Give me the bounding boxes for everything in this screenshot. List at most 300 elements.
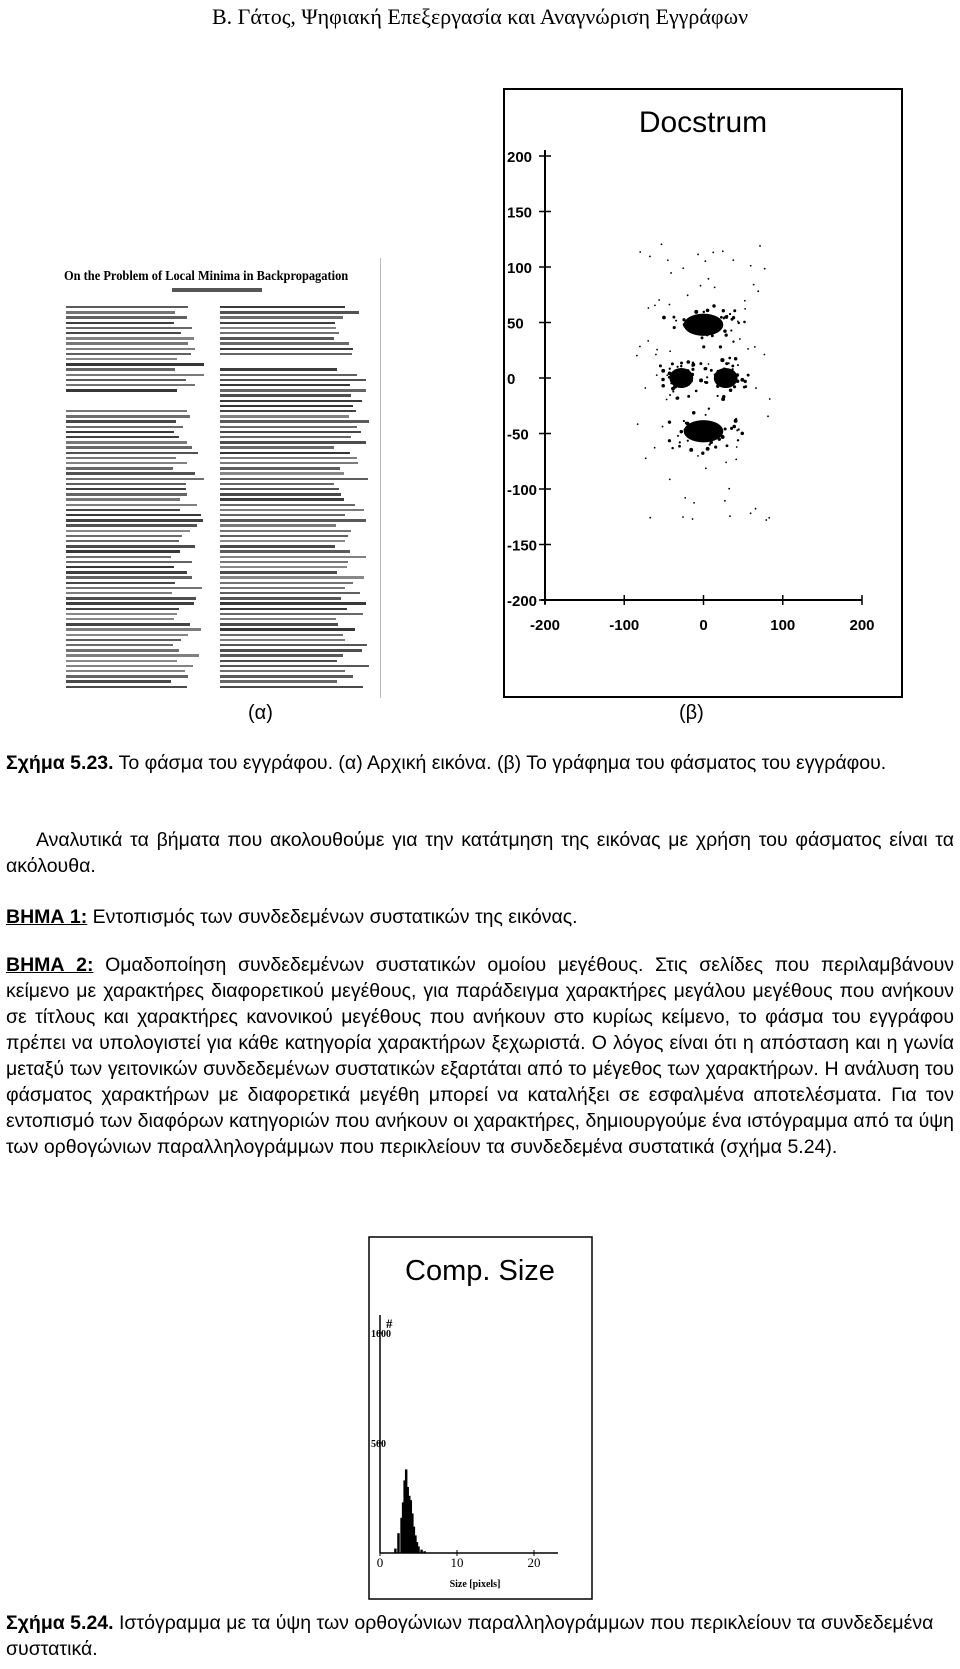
docstrum-point — [726, 315, 728, 317]
subfigure-label-b: (β) — [679, 702, 704, 724]
scan-line — [66, 613, 177, 615]
docstrum-point — [739, 338, 741, 340]
scan-line — [66, 483, 186, 485]
scan-byline — [172, 288, 262, 292]
histogram-bar — [417, 1546, 419, 1553]
docstrum-point — [701, 452, 704, 455]
docstrum-point — [733, 309, 736, 312]
docstrum-point — [649, 517, 651, 519]
docstrum-point — [738, 428, 740, 430]
scan-line — [220, 342, 349, 344]
docstrum-point — [722, 372, 725, 375]
scan-line — [66, 597, 196, 599]
scan-line — [66, 493, 187, 495]
scan-line — [220, 623, 338, 625]
docstrum-point — [728, 379, 731, 382]
docstrum-point — [686, 360, 690, 364]
docstrum-point — [722, 250, 724, 252]
docstrum-point — [668, 439, 671, 442]
docstrum-point — [668, 376, 671, 379]
docstrum-point — [695, 390, 698, 393]
docstrum-point — [733, 385, 736, 388]
docstrum-point — [677, 435, 679, 437]
scan-line — [66, 358, 177, 360]
docstrum-point — [767, 415, 769, 417]
docstrum-point — [734, 357, 738, 361]
scan-line — [66, 457, 176, 459]
docstrum-point — [680, 365, 682, 367]
docstrum-point — [691, 373, 695, 377]
docstrum-point — [691, 365, 693, 367]
scan-line — [66, 608, 179, 610]
x-tick-label: 200 — [849, 617, 875, 634]
docstrum-point — [669, 478, 671, 480]
docstrum-point — [683, 323, 686, 326]
scan-line — [66, 686, 187, 688]
scan-line — [220, 618, 336, 620]
docstrum-point — [721, 358, 725, 362]
docstrum-point — [683, 371, 686, 374]
scan-line — [220, 545, 335, 547]
docstrum-point — [685, 422, 687, 424]
y-tick-label: 100 — [507, 260, 533, 277]
scan-line — [66, 530, 190, 532]
intro-paragraph: Αναλυτικά τα βήματα που ακολουθούμε για την κατάτμηση της εικόνας με χρήση του φάσματος είναι τα ακόλουθα. — [6, 829, 954, 877]
docstrum-point — [731, 364, 734, 367]
scan-line — [220, 306, 345, 308]
docstrum-point — [726, 444, 729, 447]
docstrum-point — [706, 430, 708, 432]
scan-line — [66, 311, 175, 313]
scan-line — [220, 670, 345, 672]
scan-line — [220, 649, 362, 651]
scan-line — [220, 665, 369, 667]
docstrum-point — [724, 500, 726, 502]
docstrum-point — [714, 446, 717, 449]
docstrum-point — [702, 429, 705, 432]
y-tick-label: 50 — [507, 315, 524, 333]
docstrum-point — [661, 384, 665, 388]
scan-line — [220, 634, 343, 636]
docstrum-point — [706, 309, 710, 313]
histogram-bar — [394, 1549, 396, 1553]
scan-line — [66, 587, 202, 589]
docstrum-point — [740, 378, 744, 382]
docstrum-point — [669, 368, 671, 370]
docstrum-point — [719, 345, 722, 348]
scan-line — [66, 634, 188, 636]
scan-line — [66, 368, 175, 370]
docstrum-point — [687, 440, 689, 442]
docstrum-point — [682, 267, 684, 269]
y-tick-label: 500 — [371, 1439, 386, 1450]
scan-line — [220, 410, 356, 412]
docstrum-point — [661, 243, 663, 245]
x-tick-label: 20 — [527, 1555, 541, 1570]
scan-line — [220, 368, 337, 370]
scan-line — [220, 550, 350, 552]
docstrum-point — [722, 382, 725, 385]
scan-line — [220, 415, 349, 417]
docstrum-point — [704, 367, 707, 370]
docstrum-point — [753, 284, 755, 286]
scan-line — [66, 462, 187, 464]
docstrum-point — [644, 387, 646, 389]
scan-line — [66, 337, 194, 339]
docstrum-point — [731, 371, 733, 373]
docstrum-point — [687, 395, 690, 398]
docstrum-point — [708, 407, 710, 409]
docstrum-point — [662, 426, 664, 428]
docstrum-point — [696, 317, 698, 319]
docstrum-point — [678, 445, 681, 448]
caption-text: Ιστόγραμμα με τα ύψη των ορθογώνιων παραλληλογράμμων που περικλείουν τα συνδεδεμένα συστατικά. — [6, 1612, 934, 1660]
docstrum-point — [730, 329, 732, 331]
subfigure-label-a: (α) — [248, 702, 273, 724]
scan-line — [66, 389, 177, 391]
step-1-text: Εντοπισμός των συνδεδεμένων συστατικών της εικόνας. — [87, 906, 578, 928]
scan-line — [66, 436, 179, 438]
docstrum-point — [667, 259, 669, 261]
docstrum-point — [757, 290, 759, 292]
scan-line — [66, 410, 187, 412]
docstrum-point — [706, 334, 709, 337]
docstrum-point — [729, 383, 732, 386]
scan-line — [66, 623, 190, 625]
docstrum-point — [747, 374, 750, 377]
scan-line — [220, 613, 363, 615]
step-2 — [6, 952, 954, 1160]
histogram-ylabel: # — [386, 1316, 393, 1331]
scan-line — [220, 426, 357, 428]
docstrum-point — [701, 336, 704, 339]
step-2-text: Ομαδοποίηση συνδεδεμένων συστατικών ομοίου μεγέθους. Στις σελίδες που περιλαμβάνουν κείμενο με χαρακτήρες διαφορετικού μεγέθους, για παράδειγμα χαρακτήρες μεγάλου μεγέθους που ανήκουν σε τίτλους και χαρακτήρες κανονικού μεγέθους που ανήκουν στο κυρίως κείμενο, το φάσμα του εγγράφου πρέπει να υπολογιστεί για κάθε κατηγορία χαρακτήρων ξεχωριστά. Ο λόγος είναι ότι η απόσταση και η γωνία μεταξύ των γειτονικών συνδεδεμένων συστατικών εξαρτάται από το μέγεθος των χαρακτήρων. Η ανάλυση του φάσματος χαρακτήρων με διαφορετικά μεγέθη μπορεί να καταλήξει σε εσφαλμένα αποτελέσματα. Για τον εντοπισμό των διαφόρων κατηγοριών που ανήκουν οι χαρακτήρες, δημιουργούμε ένα ιστόγραμμα από τα ύψη των ορθογώνιων παραλληλογράμμων που περικλείουν τα συνδεδεμένα συστατικά (σχήμα 5.24). — [6, 954, 954, 1158]
component-size-histogram — [368, 1236, 593, 1600]
docstrum-point — [671, 447, 673, 449]
scan-line — [66, 561, 192, 563]
docstrum-point — [698, 320, 701, 323]
scan-line — [220, 394, 351, 396]
docstrum-point — [723, 317, 725, 319]
scan-line — [66, 384, 195, 386]
scan-line — [66, 441, 187, 443]
docstrum-point — [706, 376, 708, 378]
scan-line — [220, 530, 351, 532]
docstrum-point — [666, 399, 668, 401]
docstrum-point — [692, 422, 695, 425]
scanned-document-image — [62, 258, 381, 698]
scan-line — [66, 675, 188, 677]
plot-border — [504, 89, 902, 697]
docstrum-point — [765, 519, 767, 521]
docstrum-point — [732, 340, 734, 342]
y-tick-label: 200 — [507, 149, 533, 166]
scan-line — [66, 342, 188, 344]
docstrum-point — [743, 386, 746, 389]
docstrum-point — [639, 346, 641, 348]
scan-line — [66, 654, 199, 656]
docstrum-point — [732, 425, 736, 429]
docstrum-point — [709, 440, 713, 444]
docstrum-point — [755, 508, 757, 510]
docstrum-point — [721, 397, 725, 401]
docstrum-point — [714, 286, 716, 288]
scan-line — [220, 441, 366, 443]
docstrum-point — [661, 378, 665, 382]
y-tick-label: -100 — [507, 482, 538, 499]
docstrum-point — [656, 374, 658, 376]
scan-line — [220, 556, 366, 558]
docstrum-point — [717, 395, 719, 397]
docstrum-point — [668, 371, 672, 375]
scan-line — [220, 680, 337, 682]
docstrum-point — [661, 369, 665, 373]
scan-line — [66, 353, 191, 355]
docstrum-point — [732, 259, 734, 261]
docstrum-point — [728, 362, 730, 364]
docstrum-point — [708, 363, 710, 365]
docstrum-plot — [503, 88, 903, 698]
x-tick-label: 10 — [450, 1555, 464, 1570]
docstrum-title: Docstrum — [638, 106, 768, 139]
scan-line — [66, 680, 171, 682]
scan-line — [220, 353, 352, 355]
docstrum-point — [669, 304, 671, 306]
scan-line — [66, 488, 186, 490]
docstrum-point — [686, 369, 690, 373]
scan-line — [66, 550, 180, 552]
scan-line — [66, 327, 192, 329]
scan-line — [66, 576, 192, 578]
docstrum-point — [687, 328, 690, 331]
scan-line — [66, 660, 177, 662]
scan-line — [66, 566, 174, 568]
docstrum-point — [722, 367, 726, 371]
docstrum-point — [670, 382, 672, 384]
scan-line — [66, 472, 195, 474]
docstrum-point — [679, 441, 681, 443]
scan-line — [66, 670, 185, 672]
docstrum-point — [683, 381, 685, 383]
docstrum-point — [735, 418, 737, 420]
docstrum-point — [675, 379, 679, 383]
docstrum-point — [740, 432, 744, 436]
docstrum-point — [666, 374, 668, 376]
docstrum-point — [721, 435, 725, 439]
docstrum-point — [750, 512, 752, 514]
docstrum-point — [649, 256, 651, 258]
docstrum-point — [694, 310, 698, 314]
docstrum-point — [755, 387, 757, 389]
docstrum-point — [673, 383, 675, 385]
docstrum-point — [690, 380, 693, 383]
docstrum-point — [728, 488, 730, 490]
scan-line — [220, 509, 364, 511]
scan-line — [220, 467, 340, 469]
scan-line — [66, 415, 190, 417]
docstrum-point — [725, 333, 728, 336]
running-header: Β. Γάτος, Ψηφιακή Επεξεργασία και Αναγνώριση Εγγράφων — [211, 4, 749, 29]
scan-line — [66, 582, 175, 584]
docstrum-point — [680, 430, 684, 434]
docstrum-point — [658, 299, 660, 301]
docstrum-point — [645, 457, 647, 459]
docstrum-point — [656, 349, 658, 351]
docstrum-point — [712, 252, 714, 254]
docstrum-point — [697, 421, 701, 425]
docstrum-point — [750, 265, 752, 267]
docstrum-point — [699, 378, 703, 382]
docstrum-point — [743, 321, 746, 324]
docstrum-point — [688, 323, 691, 326]
scan-line — [66, 592, 172, 594]
docstrum-point — [700, 285, 702, 287]
docstrum-point — [728, 357, 731, 360]
docstrum-point — [662, 316, 666, 320]
scan-line — [220, 436, 351, 438]
docstrum-point — [705, 381, 707, 383]
scan-line — [66, 524, 197, 526]
docstrum-point — [699, 332, 701, 334]
docstrum-point — [639, 251, 641, 253]
scan-line — [66, 316, 187, 318]
scan-line — [220, 431, 361, 433]
scan-line — [66, 431, 174, 433]
docstrum-point — [676, 366, 678, 368]
scan-line — [220, 644, 367, 646]
docstrum-point — [669, 350, 671, 352]
docstrum-point — [717, 370, 720, 373]
docstrum-point — [669, 394, 671, 396]
scan-line — [66, 322, 174, 324]
docstrum-point — [737, 321, 739, 323]
docstrum-point — [654, 447, 656, 449]
docstrum-point — [671, 387, 675, 391]
docstrum-point — [692, 411, 696, 415]
scan-line — [66, 498, 180, 500]
docstrum-point — [759, 245, 761, 247]
scan-line — [66, 649, 179, 651]
scan-line — [220, 592, 360, 594]
docstrum-point — [729, 515, 731, 517]
scan-line — [220, 337, 334, 339]
scan-line — [220, 446, 334, 448]
scan-line — [220, 686, 363, 688]
docstrum-point — [672, 390, 674, 392]
docstrum-point — [724, 428, 727, 431]
docstrum-point — [720, 316, 723, 319]
caption-text: Το φάσμα του εγγράφου. (α) Αρχική εικόνα. (β) Το γράφημα του φάσματος του εγγράφου. — [113, 752, 887, 774]
docstrum-point — [708, 278, 710, 280]
histogram-title: Comp. Size — [405, 1255, 555, 1287]
docstrum-point — [697, 455, 699, 457]
docstrum-point — [736, 373, 740, 377]
x-tick-label: 0 — [699, 617, 708, 634]
scan-line — [66, 540, 179, 542]
docstrum-point — [680, 361, 683, 364]
docstrum-point — [718, 438, 721, 441]
scan-line — [220, 576, 364, 578]
docstrum-point — [692, 518, 694, 520]
scan-line — [220, 488, 339, 490]
docstrum-point — [647, 340, 649, 342]
scan-line — [66, 665, 193, 667]
scan-line — [66, 545, 195, 547]
y-tick-label: -200 — [507, 593, 538, 610]
docstrum-point — [768, 517, 770, 519]
docstrum-point — [702, 323, 706, 327]
docstrum-point — [704, 260, 706, 262]
docstrum-point — [722, 309, 725, 312]
scan-line — [66, 478, 204, 480]
docstrum-point — [736, 446, 738, 448]
docstrum-point — [689, 448, 693, 452]
docstrum-point — [747, 348, 749, 350]
docstrum-point — [684, 497, 686, 499]
scan-line — [66, 571, 187, 573]
scan-line — [220, 493, 341, 495]
docstrum-point — [637, 423, 639, 425]
x-tick-label: -100 — [609, 617, 640, 634]
scan-line — [66, 374, 204, 376]
docstrum-point — [725, 461, 727, 463]
scan-line — [66, 509, 180, 511]
scan-line — [66, 556, 171, 558]
histogram-bar — [420, 1550, 422, 1553]
scan-line — [220, 514, 345, 516]
docstrum-point — [702, 345, 705, 348]
scan-line — [220, 420, 369, 422]
docstrum-point — [723, 374, 726, 377]
scan-line — [220, 566, 347, 568]
docstrum-point — [729, 313, 731, 315]
docstrum-point — [691, 321, 695, 325]
docstrum-point — [711, 334, 714, 337]
scan-line — [220, 327, 336, 329]
y-tick-label: -150 — [507, 537, 538, 555]
scan-line — [220, 524, 336, 526]
step-1-label: ΒΗΜΑ 1: — [6, 906, 88, 928]
scan-line — [220, 389, 366, 391]
figure-caption-5-23 — [6, 750, 954, 776]
scan-line — [220, 561, 348, 563]
docstrum-point — [705, 414, 707, 416]
docstrum-point — [675, 320, 677, 322]
y-tick-label: 150 — [507, 204, 533, 222]
docstrum-point — [682, 516, 684, 518]
docstrum-point — [736, 379, 740, 383]
scan-line — [220, 519, 366, 521]
x-tick-label: 100 — [770, 617, 796, 634]
x-tick-label: 0 — [376, 1555, 384, 1570]
docstrum-point — [672, 316, 675, 319]
scan-line — [220, 457, 357, 459]
docstrum-point — [699, 362, 702, 365]
docstrum-point — [706, 447, 710, 451]
docstrum-point — [712, 304, 715, 307]
docstrum-point — [716, 385, 719, 388]
docstrum-point — [728, 370, 731, 373]
scan-line — [66, 639, 181, 641]
scan-line — [220, 582, 353, 584]
docstrum-point — [735, 458, 737, 460]
scan-line — [220, 379, 366, 381]
scan-line — [66, 628, 201, 630]
docstrum-point — [647, 307, 649, 309]
scan-line — [220, 384, 350, 386]
scan-line — [220, 322, 335, 324]
docstrum-point — [670, 272, 672, 274]
